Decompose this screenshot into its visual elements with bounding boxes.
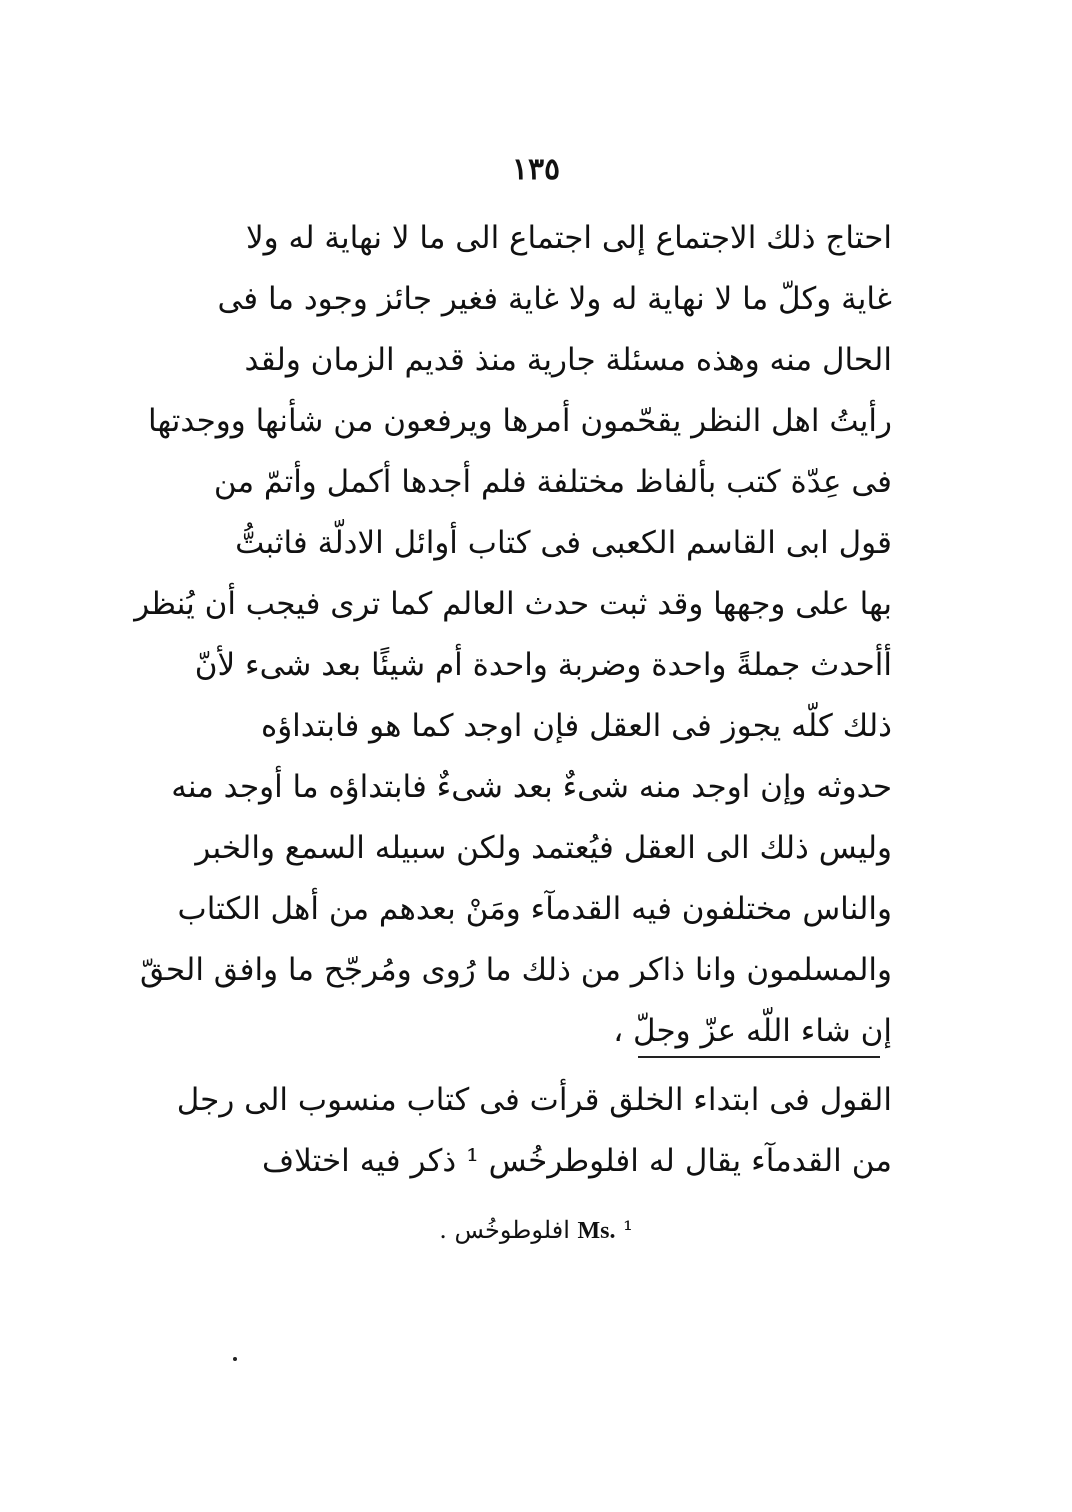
- text-line: غاية وكلّ ما لا نهاية له ولا غاية فغير جائز وجود ما فى: [217, 281, 892, 317]
- text-line: القول فى ابتداء الخلق قرأت فى كتاب منسوب الى رجل: [176, 1082, 892, 1118]
- footnote-marker: ¹: [623, 1216, 633, 1244]
- footnote: [0, 1216, 1072, 1245]
- footnote-text: افلوطوخُس .: [439, 1216, 570, 1244]
- text-line: رأيتُ اهل النظر يقحّمون أمرها ويرفعون من شأنها ووجدتها: [148, 403, 892, 439]
- text-line: والمسلمون وانا ذاكر من ذلك ما رُوى ومُرجّح ما وافق الحقّ: [140, 952, 892, 988]
- ink-speck: [233, 1357, 237, 1361]
- text-line: وليس ذلك الى العقل فيُعتمد ولكن سبيله السمع والخبر: [195, 830, 892, 866]
- section-paragraph: [176, 1070, 892, 1192]
- text-line: من القدمآء يقال له افلوطرخُس ¹ ذكر فيه اختلاف: [262, 1143, 892, 1179]
- text-line: احتاج ذلك الاجتماع إلى اجتماع الى ما لا نهاية له ولا: [245, 220, 892, 256]
- text-line: حدوثه وإن اوجد منه شىءٌ بعد شىءٌ فابتداؤه ما أوجد منه: [171, 769, 892, 805]
- text-line: بها على وجهها وقد ثبت حدث العالم كما ترى فيجب أن يُنظر: [134, 586, 892, 622]
- text-line: الحال منه وهذه مسئلة جارية منذ قديم الزمان ولقد: [244, 342, 892, 378]
- section-divider: [638, 1056, 880, 1058]
- page-number: ١٣٥: [511, 152, 561, 187]
- text-line: إن شاء اللّه عزّ وجلّ ،: [613, 1013, 892, 1049]
- text-line: فى عِدّة كتب بألفاظ مختلفة فلم أجدها أكمل وأتمّ من: [213, 464, 892, 500]
- text-line: ذلك كلّه يجوز فى العقل فإن اوجد كما هو فابتداؤه: [260, 708, 892, 744]
- text-line: أأحدث جملةً واحدة وضربة واحدة أم شيئًا بعد شىء لأنّ: [194, 647, 892, 683]
- footnote-manuscript-label: Ms.: [577, 1218, 616, 1244]
- main-paragraph: [134, 208, 892, 1062]
- text-line: والناس مختلفون فيه القدمآء ومَنْ بعدهم من أهل الكتاب: [177, 891, 892, 927]
- text-line: قول ابى القاسم الكعبى فى كتاب أوائل الادلّة فاثبتُّ: [235, 525, 892, 561]
